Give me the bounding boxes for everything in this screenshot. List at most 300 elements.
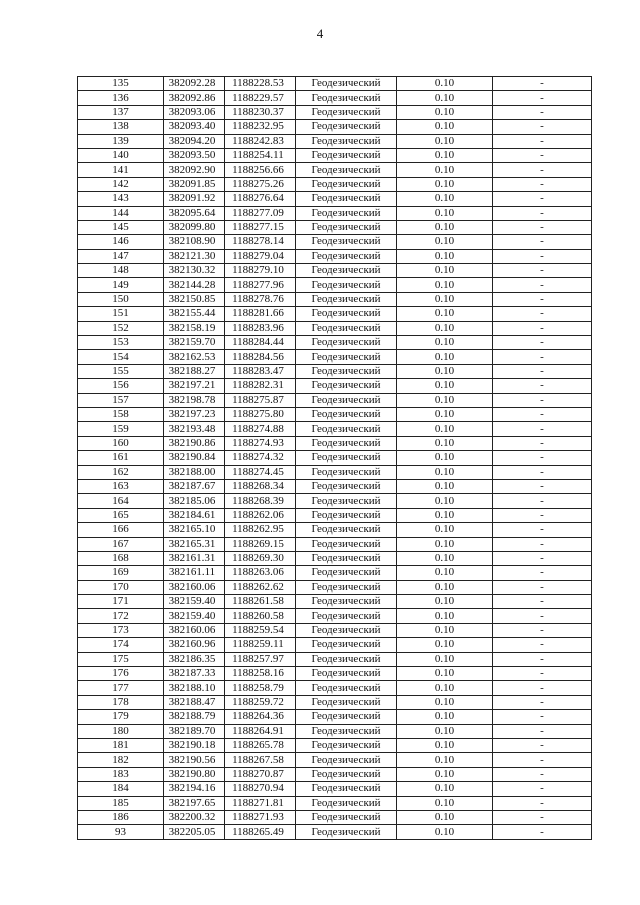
point-number-cell: 137 xyxy=(78,105,164,119)
point-number-cell: 147 xyxy=(78,249,164,263)
x-coordinate-cell: 382188.79 xyxy=(164,710,225,724)
point-number-cell: 154 xyxy=(78,350,164,364)
point-number-cell: 139 xyxy=(78,134,164,148)
point-number-cell: 151 xyxy=(78,307,164,321)
y-coordinate-cell: 1188276.64 xyxy=(225,192,296,206)
description-cell: - xyxy=(493,77,592,91)
method-cell: Геодезический xyxy=(296,350,397,364)
x-coordinate-cell: 382189.70 xyxy=(164,724,225,738)
method-cell: Геодезический xyxy=(296,148,397,162)
y-coordinate-cell: 1188274.93 xyxy=(225,436,296,450)
point-number-cell: 181 xyxy=(78,738,164,752)
description-cell: - xyxy=(493,321,592,335)
x-coordinate-cell: 382158.19 xyxy=(164,321,225,335)
method-cell: Геодезический xyxy=(296,695,397,709)
table-row xyxy=(78,206,592,220)
coordinates-table xyxy=(77,76,592,840)
x-coordinate-cell: 382190.56 xyxy=(164,753,225,767)
table-row xyxy=(78,508,592,522)
x-coordinate-cell: 382185.06 xyxy=(164,494,225,508)
table-row xyxy=(78,796,592,810)
accuracy-cell: 0.10 xyxy=(397,220,493,234)
y-coordinate-cell: 1188261.58 xyxy=(225,595,296,609)
description-cell: - xyxy=(493,796,592,810)
method-cell: Геодезический xyxy=(296,105,397,119)
accuracy-cell: 0.10 xyxy=(397,91,493,105)
x-coordinate-cell: 382190.84 xyxy=(164,451,225,465)
accuracy-cell: 0.10 xyxy=(397,192,493,206)
accuracy-cell: 0.10 xyxy=(397,825,493,839)
y-coordinate-cell: 1188277.96 xyxy=(225,278,296,292)
accuracy-cell: 0.10 xyxy=(397,206,493,220)
y-coordinate-cell: 1188271.93 xyxy=(225,810,296,824)
y-coordinate-cell: 1188242.83 xyxy=(225,134,296,148)
table-row xyxy=(78,810,592,824)
description-cell: - xyxy=(493,566,592,580)
y-coordinate-cell: 1188283.96 xyxy=(225,321,296,335)
point-number-cell: 93 xyxy=(78,825,164,839)
description-cell: - xyxy=(493,494,592,508)
method-cell: Геодезический xyxy=(296,278,397,292)
accuracy-cell: 0.10 xyxy=(397,753,493,767)
method-cell: Геодезический xyxy=(296,551,397,565)
point-number-cell: 180 xyxy=(78,724,164,738)
method-cell: Геодезический xyxy=(296,537,397,551)
table-row xyxy=(78,91,592,105)
point-number-cell: 155 xyxy=(78,364,164,378)
method-cell: Геодезический xyxy=(296,810,397,824)
point-number-cell: 176 xyxy=(78,667,164,681)
accuracy-cell: 0.10 xyxy=(397,379,493,393)
description-cell: - xyxy=(493,350,592,364)
description-cell: - xyxy=(493,551,592,565)
description-cell: - xyxy=(493,206,592,220)
y-coordinate-cell: 1188277.09 xyxy=(225,206,296,220)
method-cell: Геодезический xyxy=(296,134,397,148)
point-number-cell: 135 xyxy=(78,77,164,91)
description-cell: - xyxy=(493,695,592,709)
table-row xyxy=(78,724,592,738)
method-cell: Геодезический xyxy=(296,523,397,537)
accuracy-cell: 0.10 xyxy=(397,148,493,162)
y-coordinate-cell: 1188277.15 xyxy=(225,220,296,234)
y-coordinate-cell: 1188263.06 xyxy=(225,566,296,580)
x-coordinate-cell: 382121.30 xyxy=(164,249,225,263)
table-row xyxy=(78,407,592,421)
x-coordinate-cell: 382187.67 xyxy=(164,479,225,493)
table-row xyxy=(78,595,592,609)
point-number-cell: 184 xyxy=(78,782,164,796)
accuracy-cell: 0.10 xyxy=(397,638,493,652)
method-cell: Геодезический xyxy=(296,724,397,738)
page-number: 4 xyxy=(316,26,324,41)
accuracy-cell: 0.10 xyxy=(397,465,493,479)
accuracy-cell: 0.10 xyxy=(397,105,493,119)
method-cell: Геодезический xyxy=(296,681,397,695)
y-coordinate-cell: 1188232.95 xyxy=(225,120,296,134)
x-coordinate-cell: 382165.31 xyxy=(164,537,225,551)
description-cell: - xyxy=(493,451,592,465)
x-coordinate-cell: 382160.96 xyxy=(164,638,225,652)
description-cell: - xyxy=(493,810,592,824)
accuracy-cell: 0.10 xyxy=(397,163,493,177)
x-coordinate-cell: 382108.90 xyxy=(164,235,225,249)
method-cell: Геодезический xyxy=(296,264,397,278)
y-coordinate-cell: 1188230.37 xyxy=(225,105,296,119)
description-cell: - xyxy=(493,436,592,450)
method-cell: Геодезический xyxy=(296,307,397,321)
point-number-cell: 163 xyxy=(78,479,164,493)
x-coordinate-cell: 382092.28 xyxy=(164,77,225,91)
x-coordinate-cell: 382190.18 xyxy=(164,738,225,752)
x-coordinate-cell: 382193.48 xyxy=(164,422,225,436)
x-coordinate-cell: 382200.32 xyxy=(164,810,225,824)
y-coordinate-cell: 1188262.95 xyxy=(225,523,296,537)
x-coordinate-cell: 382144.28 xyxy=(164,278,225,292)
table-row xyxy=(78,77,592,91)
x-coordinate-cell: 382198.78 xyxy=(164,393,225,407)
method-cell: Геодезический xyxy=(296,566,397,580)
y-coordinate-cell: 1188258.16 xyxy=(225,667,296,681)
description-cell: - xyxy=(493,508,592,522)
table-row xyxy=(78,393,592,407)
method-cell: Геодезический xyxy=(296,206,397,220)
table-row xyxy=(78,192,592,206)
x-coordinate-cell: 382159.40 xyxy=(164,595,225,609)
y-coordinate-cell: 1188281.66 xyxy=(225,307,296,321)
accuracy-cell: 0.10 xyxy=(397,724,493,738)
x-coordinate-cell: 382197.21 xyxy=(164,379,225,393)
table-row xyxy=(78,307,592,321)
description-cell: - xyxy=(493,623,592,637)
accuracy-cell: 0.10 xyxy=(397,494,493,508)
description-cell: - xyxy=(493,249,592,263)
accuracy-cell: 0.10 xyxy=(397,77,493,91)
point-number-cell: 140 xyxy=(78,148,164,162)
accuracy-cell: 0.10 xyxy=(397,738,493,752)
x-coordinate-cell: 382186.35 xyxy=(164,652,225,666)
table-row xyxy=(78,523,592,537)
table-row xyxy=(78,451,592,465)
y-coordinate-cell: 1188267.58 xyxy=(225,753,296,767)
point-number-cell: 179 xyxy=(78,710,164,724)
x-coordinate-cell: 382155.44 xyxy=(164,307,225,321)
accuracy-cell: 0.10 xyxy=(397,508,493,522)
method-cell: Геодезический xyxy=(296,249,397,263)
table-row xyxy=(78,336,592,350)
x-coordinate-cell: 382197.23 xyxy=(164,407,225,421)
point-number-cell: 143 xyxy=(78,192,164,206)
y-coordinate-cell: 1188284.44 xyxy=(225,336,296,350)
point-number-cell: 167 xyxy=(78,537,164,551)
x-coordinate-cell: 382159.40 xyxy=(164,609,225,623)
accuracy-cell: 0.10 xyxy=(397,782,493,796)
y-coordinate-cell: 1188271.81 xyxy=(225,796,296,810)
accuracy-cell: 0.10 xyxy=(397,667,493,681)
method-cell: Геодезический xyxy=(296,407,397,421)
accuracy-cell: 0.10 xyxy=(397,451,493,465)
point-number-cell: 148 xyxy=(78,264,164,278)
x-coordinate-cell: 382092.86 xyxy=(164,91,225,105)
method-cell: Геодезический xyxy=(296,667,397,681)
y-coordinate-cell: 1188256.66 xyxy=(225,163,296,177)
accuracy-cell: 0.10 xyxy=(397,422,493,436)
x-coordinate-cell: 382159.70 xyxy=(164,336,225,350)
table-row xyxy=(78,220,592,234)
point-number-cell: 144 xyxy=(78,206,164,220)
y-coordinate-cell: 1188229.57 xyxy=(225,91,296,105)
x-coordinate-cell: 382188.47 xyxy=(164,695,225,709)
method-cell: Геодезический xyxy=(296,436,397,450)
x-coordinate-cell: 382161.31 xyxy=(164,551,225,565)
x-coordinate-cell: 382095.64 xyxy=(164,206,225,220)
x-coordinate-cell: 382099.80 xyxy=(164,220,225,234)
point-number-cell: 186 xyxy=(78,810,164,824)
accuracy-cell: 0.10 xyxy=(397,767,493,781)
point-number-cell: 150 xyxy=(78,292,164,306)
table-row xyxy=(78,551,592,565)
x-coordinate-cell: 382197.65 xyxy=(164,796,225,810)
point-number-cell: 162 xyxy=(78,465,164,479)
y-coordinate-cell: 1188279.10 xyxy=(225,264,296,278)
point-number-cell: 174 xyxy=(78,638,164,652)
method-cell: Геодезический xyxy=(296,163,397,177)
description-cell: - xyxy=(493,710,592,724)
point-number-cell: 146 xyxy=(78,235,164,249)
y-coordinate-cell: 1188275.80 xyxy=(225,407,296,421)
x-coordinate-cell: 382162.53 xyxy=(164,350,225,364)
table-row xyxy=(78,422,592,436)
table-row xyxy=(78,609,592,623)
point-number-cell: 160 xyxy=(78,436,164,450)
table-row xyxy=(78,825,592,839)
y-coordinate-cell: 1188265.78 xyxy=(225,738,296,752)
description-cell: - xyxy=(493,753,592,767)
description-cell: - xyxy=(493,738,592,752)
y-coordinate-cell: 1188275.26 xyxy=(225,177,296,191)
accuracy-cell: 0.10 xyxy=(397,336,493,350)
accuracy-cell: 0.10 xyxy=(397,681,493,695)
point-number-cell: 152 xyxy=(78,321,164,335)
method-cell: Геодезический xyxy=(296,782,397,796)
table-row xyxy=(78,350,592,364)
method-cell: Геодезический xyxy=(296,796,397,810)
point-number-cell: 149 xyxy=(78,278,164,292)
method-cell: Геодезический xyxy=(296,710,397,724)
y-coordinate-cell: 1188269.15 xyxy=(225,537,296,551)
description-cell: - xyxy=(493,465,592,479)
accuracy-cell: 0.10 xyxy=(397,566,493,580)
description-cell: - xyxy=(493,782,592,796)
method-cell: Геодезический xyxy=(296,192,397,206)
description-cell: - xyxy=(493,120,592,134)
point-number-cell: 175 xyxy=(78,652,164,666)
x-coordinate-cell: 382092.90 xyxy=(164,163,225,177)
description-cell: - xyxy=(493,148,592,162)
y-coordinate-cell: 1188264.36 xyxy=(225,710,296,724)
description-cell: - xyxy=(493,105,592,119)
x-coordinate-cell: 382093.06 xyxy=(164,105,225,119)
description-cell: - xyxy=(493,825,592,839)
table-row xyxy=(78,681,592,695)
x-coordinate-cell: 382165.10 xyxy=(164,523,225,537)
description-cell: - xyxy=(493,422,592,436)
method-cell: Геодезический xyxy=(296,321,397,335)
table-row xyxy=(78,566,592,580)
y-coordinate-cell: 1188257.97 xyxy=(225,652,296,666)
description-cell: - xyxy=(493,537,592,551)
table-row xyxy=(78,710,592,724)
description-cell: - xyxy=(493,163,592,177)
y-coordinate-cell: 1188254.11 xyxy=(225,148,296,162)
accuracy-cell: 0.10 xyxy=(397,292,493,306)
method-cell: Геодезический xyxy=(296,825,397,839)
method-cell: Геодезический xyxy=(296,220,397,234)
point-number-cell: 156 xyxy=(78,379,164,393)
accuracy-cell: 0.10 xyxy=(397,652,493,666)
table-row xyxy=(78,120,592,134)
description-cell: - xyxy=(493,235,592,249)
table-row xyxy=(78,278,592,292)
point-number-cell: 145 xyxy=(78,220,164,234)
table-row xyxy=(78,364,592,378)
method-cell: Геодезический xyxy=(296,422,397,436)
method-cell: Геодезический xyxy=(296,379,397,393)
x-coordinate-cell: 382188.10 xyxy=(164,681,225,695)
accuracy-cell: 0.10 xyxy=(397,695,493,709)
accuracy-cell: 0.10 xyxy=(397,710,493,724)
x-coordinate-cell: 382161.11 xyxy=(164,566,225,580)
point-number-cell: 168 xyxy=(78,551,164,565)
table-row xyxy=(78,105,592,119)
description-cell: - xyxy=(493,767,592,781)
y-coordinate-cell: 1188268.39 xyxy=(225,494,296,508)
y-coordinate-cell: 1188278.76 xyxy=(225,292,296,306)
table-row xyxy=(78,652,592,666)
point-number-cell: 177 xyxy=(78,681,164,695)
table-row xyxy=(78,479,592,493)
point-number-cell: 172 xyxy=(78,609,164,623)
description-cell: - xyxy=(493,724,592,738)
y-coordinate-cell: 1188228.53 xyxy=(225,77,296,91)
x-coordinate-cell: 382205.05 xyxy=(164,825,225,839)
table-row xyxy=(78,580,592,594)
point-number-cell: 157 xyxy=(78,393,164,407)
table-row xyxy=(78,235,592,249)
x-coordinate-cell: 382160.06 xyxy=(164,623,225,637)
accuracy-cell: 0.10 xyxy=(397,810,493,824)
y-coordinate-cell: 1188259.11 xyxy=(225,638,296,652)
method-cell: Геодезический xyxy=(296,595,397,609)
y-coordinate-cell: 1188284.56 xyxy=(225,350,296,364)
y-coordinate-cell: 1188279.04 xyxy=(225,249,296,263)
table-row xyxy=(78,494,592,508)
y-coordinate-cell: 1188274.88 xyxy=(225,422,296,436)
table-row xyxy=(78,321,592,335)
method-cell: Геодезический xyxy=(296,738,397,752)
description-cell: - xyxy=(493,220,592,234)
method-cell: Геодезический xyxy=(296,393,397,407)
table-row xyxy=(78,379,592,393)
x-coordinate-cell: 382187.33 xyxy=(164,667,225,681)
method-cell: Геодезический xyxy=(296,451,397,465)
method-cell: Геодезический xyxy=(296,652,397,666)
x-coordinate-cell: 382093.50 xyxy=(164,148,225,162)
table-row xyxy=(78,436,592,450)
description-cell: - xyxy=(493,278,592,292)
method-cell: Геодезический xyxy=(296,364,397,378)
accuracy-cell: 0.10 xyxy=(397,177,493,191)
point-number-cell: 159 xyxy=(78,422,164,436)
point-number-cell: 170 xyxy=(78,580,164,594)
accuracy-cell: 0.10 xyxy=(397,307,493,321)
method-cell: Геодезический xyxy=(296,753,397,767)
accuracy-cell: 0.10 xyxy=(397,796,493,810)
description-cell: - xyxy=(493,364,592,378)
x-coordinate-cell: 382160.06 xyxy=(164,580,225,594)
description-cell: - xyxy=(493,609,592,623)
y-coordinate-cell: 1188260.58 xyxy=(225,609,296,623)
accuracy-cell: 0.10 xyxy=(397,278,493,292)
table-row xyxy=(78,695,592,709)
point-number-cell: 136 xyxy=(78,91,164,105)
point-number-cell: 161 xyxy=(78,451,164,465)
method-cell: Геодезический xyxy=(296,623,397,637)
table-row xyxy=(78,134,592,148)
y-coordinate-cell: 1188259.72 xyxy=(225,695,296,709)
point-number-cell: 142 xyxy=(78,177,164,191)
y-coordinate-cell: 1188275.87 xyxy=(225,393,296,407)
y-coordinate-cell: 1188274.45 xyxy=(225,465,296,479)
table-row xyxy=(78,782,592,796)
x-coordinate-cell: 382093.40 xyxy=(164,120,225,134)
description-cell: - xyxy=(493,393,592,407)
y-coordinate-cell: 1188262.62 xyxy=(225,580,296,594)
x-coordinate-cell: 382094.20 xyxy=(164,134,225,148)
y-coordinate-cell: 1188278.14 xyxy=(225,235,296,249)
point-number-cell: 183 xyxy=(78,767,164,781)
y-coordinate-cell: 1188283.47 xyxy=(225,364,296,378)
point-number-cell: 171 xyxy=(78,595,164,609)
description-cell: - xyxy=(493,479,592,493)
point-number-cell: 165 xyxy=(78,508,164,522)
table-row xyxy=(78,264,592,278)
accuracy-cell: 0.10 xyxy=(397,551,493,565)
accuracy-cell: 0.10 xyxy=(397,537,493,551)
method-cell: Геодезический xyxy=(296,494,397,508)
x-coordinate-cell: 382150.85 xyxy=(164,292,225,306)
description-cell: - xyxy=(493,292,592,306)
table-row xyxy=(78,292,592,306)
accuracy-cell: 0.10 xyxy=(397,249,493,263)
method-cell: Геодезический xyxy=(296,767,397,781)
table-row xyxy=(78,465,592,479)
point-number-cell: 185 xyxy=(78,796,164,810)
x-coordinate-cell: 382130.32 xyxy=(164,264,225,278)
description-cell: - xyxy=(493,264,592,278)
accuracy-cell: 0.10 xyxy=(397,479,493,493)
accuracy-cell: 0.10 xyxy=(397,321,493,335)
point-number-cell: 153 xyxy=(78,336,164,350)
description-cell: - xyxy=(493,595,592,609)
x-coordinate-cell: 382190.86 xyxy=(164,436,225,450)
y-coordinate-cell: 1188270.87 xyxy=(225,767,296,781)
description-cell: - xyxy=(493,134,592,148)
method-cell: Геодезический xyxy=(296,638,397,652)
description-cell: - xyxy=(493,523,592,537)
point-number-cell: 173 xyxy=(78,623,164,637)
point-number-cell: 138 xyxy=(78,120,164,134)
